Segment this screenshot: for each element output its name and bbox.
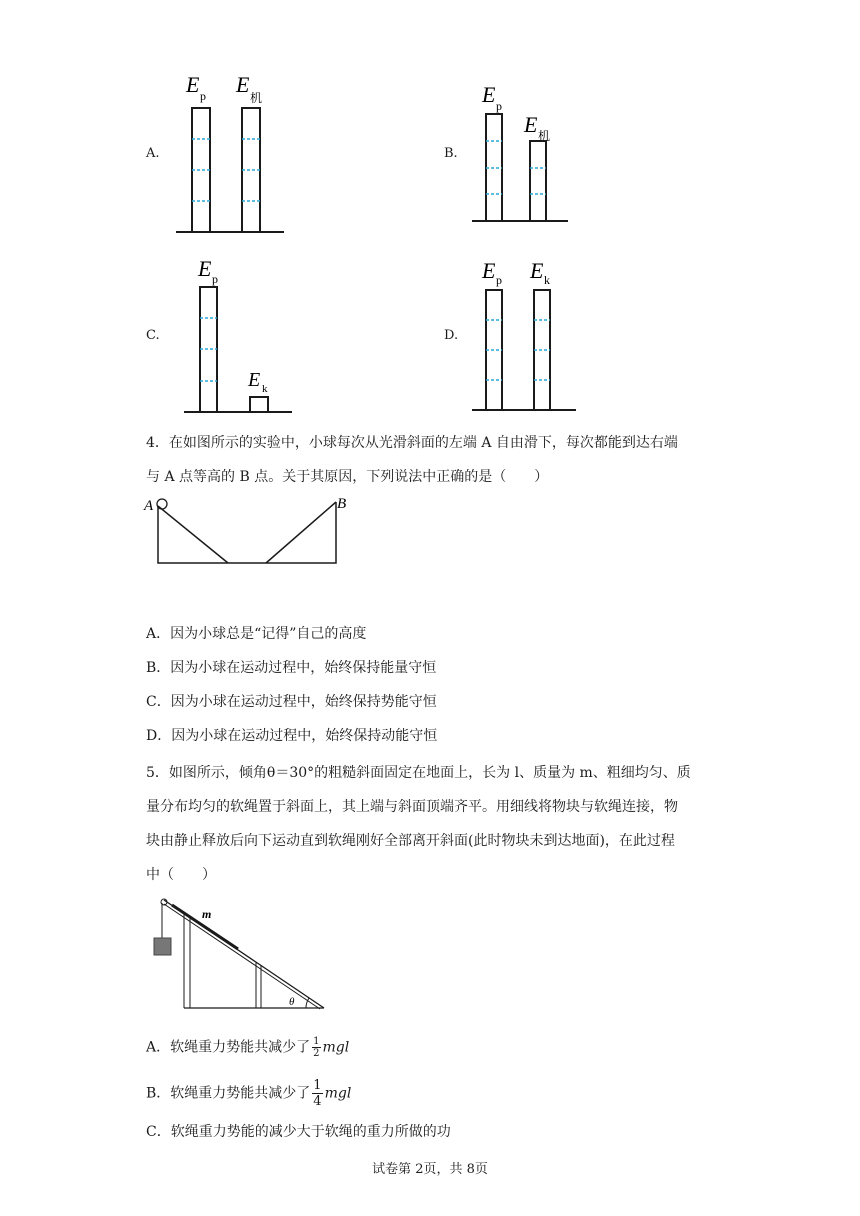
bar1-symbol: E	[482, 258, 496, 283]
fraction-numerator: 1	[313, 1078, 322, 1093]
dashed-gridlines	[486, 320, 550, 380]
q5-stem-line2: 量分布均匀的软绳置于斜面上，其上端与斜面顶端齐平。用细线将物块与软绳连接，物	[146, 799, 678, 815]
fraction-one-quarter	[312, 1078, 322, 1109]
page-footer: 试卷第 2页，共 8页	[372, 1162, 488, 1177]
option-b-label: B.	[444, 146, 458, 161]
bar2-symbol: E	[248, 369, 261, 391]
q5-option-c: C．软绳重力势能的减少大于软绳的重力所做的功	[146, 1124, 451, 1140]
point-a-label: A	[144, 498, 154, 514]
figure-d-energy-bars	[466, 256, 586, 416]
q5-option-b-expr: mgl	[324, 1085, 352, 1102]
dashed-gridlines	[200, 318, 217, 381]
q4-stem-line1: 4．在如图所示的实验中，小球每次从光滑斜面的左端 A 自由滑下，每次都能到达右端	[146, 435, 678, 451]
hanging-block	[154, 938, 171, 955]
fraction-denominator: 4	[313, 1094, 322, 1109]
angle-theta-label: θ	[289, 996, 295, 1008]
frame	[158, 502, 336, 563]
option-d-label: D.	[444, 328, 459, 343]
fraction-numerator: 1	[313, 1036, 320, 1047]
point-b-label: B	[337, 496, 347, 512]
q5-stem-line4: 中（ ）	[146, 867, 216, 883]
q4-option-d: D．因为小球在运动过程中，始终保持动能守恒	[146, 728, 438, 744]
emech-bar	[530, 141, 546, 221]
q4-ramp-figure	[142, 492, 362, 572]
dashed-gridlines	[192, 139, 260, 201]
rope-mass-label: m	[202, 907, 212, 921]
right-incline	[266, 502, 336, 563]
bar1-subscript: p	[200, 89, 206, 103]
bar1-symbol: E	[198, 256, 212, 281]
q5-option-b-text: B．软绳重力势能共减少了	[146, 1085, 311, 1102]
q5-stem-line3: 块由静止释放后向下运动直到软绳刚好全部离开斜面(此时物块未到达地面)，在此过程	[146, 833, 675, 849]
bar2-symbol: E	[524, 112, 538, 137]
bar2-subscript: 机	[250, 91, 263, 105]
bar2-subscript: k	[544, 273, 550, 287]
left-incline	[158, 506, 228, 563]
figure-b-energy-bars	[466, 80, 576, 230]
fraction-one-half	[312, 1036, 320, 1059]
dashed-gridlines	[486, 141, 546, 194]
bar1-subscript: p	[496, 273, 502, 287]
q5-stem-line1: 5．如图所示，倾角θ＝30°的粗糙斜面固定在地面上，长为 l、质量为 m、粗细均匀、质	[146, 765, 691, 781]
q5-option-a	[146, 1036, 349, 1059]
q5-option-b	[146, 1078, 351, 1109]
bar2-symbol: E	[530, 258, 544, 283]
incline-surface-inner	[164, 904, 320, 1009]
figure-a-energy-bars	[170, 70, 290, 240]
bar2-subscript: k	[262, 383, 268, 395]
q5-option-a-text: A．软绳重力势能共减少了	[146, 1039, 311, 1056]
q5-incline-figure	[148, 890, 338, 1014]
figure-c-energy-bars	[176, 252, 296, 418]
bar1-subscript: p	[212, 272, 218, 286]
bar2-subscript: 机	[538, 129, 551, 143]
ek-bar	[250, 397, 268, 412]
bar2-symbol: E	[236, 72, 250, 97]
bar1-subscript: p	[496, 99, 502, 113]
q4-option-b: B．因为小球在运动过程中，始终保持能量守恒	[146, 660, 437, 676]
fraction-denominator: 2	[313, 1048, 320, 1059]
q5-option-a-expr: mgl	[322, 1039, 350, 1056]
option-a-label: A.	[146, 146, 160, 161]
bar1-symbol: E	[482, 82, 496, 107]
bar1-symbol: E	[186, 72, 200, 97]
option-c-label: C.	[146, 328, 160, 343]
q4-option-a: A．因为小球总是“记得”自己的高度	[146, 626, 367, 642]
q4-option-c: C．因为小球在运动过程中，始终保持势能守恒	[146, 694, 437, 710]
q4-stem-line2: 与 A 点等高的 B 点。关于其原因，下列说法中正确的是（ ）	[146, 469, 549, 485]
